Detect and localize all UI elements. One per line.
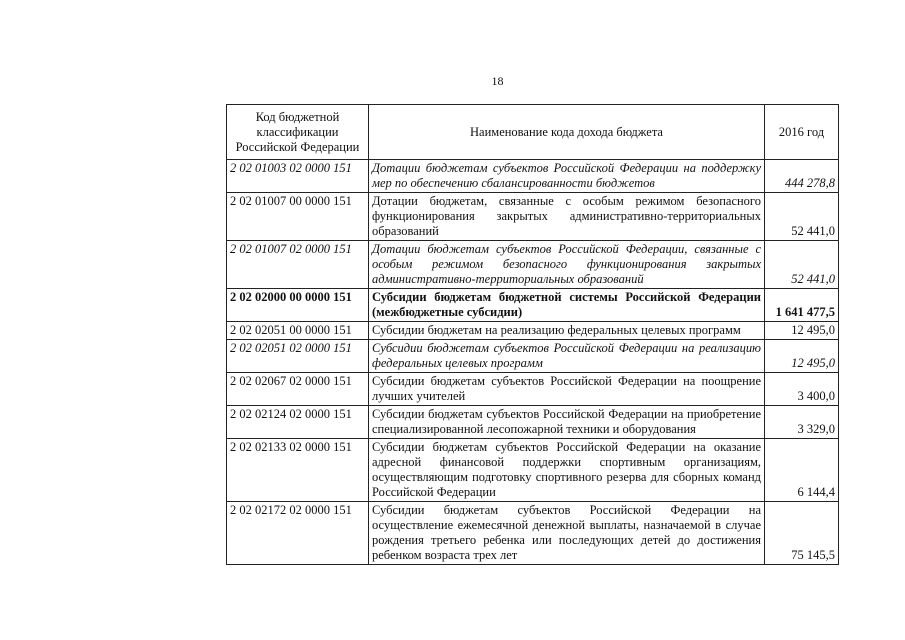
code-cell: 2 02 02067 02 0000 151 [227, 373, 369, 406]
name-cell: Субсидии бюджетам на реализацию федеральных целевых программ [369, 322, 765, 340]
name-cell: Субсидии бюджетам субъектов Российской Федерации на осуществление ежемесячной денежной выплаты, назначаемой в случае рождения третьего ребенка или последующих детей до достижения ребенком возраста трех лет [369, 502, 765, 565]
name-cell: Субсидии бюджетам субъектов Российской Федерации на реализацию федеральных целевых программ [369, 340, 765, 373]
code-cell: 2 02 02124 02 0000 151 [227, 406, 369, 439]
header-code: Код бюджетной классификации Российской Федерации [227, 105, 369, 160]
budget-table [226, 104, 839, 565]
header-name: Наименование кода дохода бюджета [369, 105, 765, 160]
name-cell: Субсидии бюджетам бюджетной системы Российской Федерации (межбюджетные субсидии) [369, 289, 765, 322]
code-cell: 2 02 01007 00 0000 151 [227, 193, 369, 241]
name-cell: Дотации бюджетам субъектов Российской Федерации, связанные с особым режимом безопасного функционирования закрытых административно-территориальных образований [369, 241, 765, 289]
table-row [227, 439, 839, 502]
table-row [227, 340, 839, 373]
name-cell: Дотации бюджетам субъектов Российской Федерации на поддержку мер по обеспечению сбалансированности бюджетов [369, 160, 765, 193]
table-row [227, 322, 839, 340]
code-cell: 2 02 01007 02 0000 151 [227, 241, 369, 289]
value-cell: 3 329,0 [765, 406, 839, 439]
table-row [227, 373, 839, 406]
table-row [227, 241, 839, 289]
value-cell: 3 400,0 [765, 373, 839, 406]
code-cell: 2 02 02051 02 0000 151 [227, 340, 369, 373]
header-year: 2016 год [765, 105, 839, 160]
value-cell: 52 441,0 [765, 193, 839, 241]
code-cell: 2 02 02172 02 0000 151 [227, 502, 369, 565]
value-cell: 444 278,8 [765, 160, 839, 193]
name-cell: Субсидии бюджетам субъектов Российской Федерации на приобретение специализированной лесопожарной техники и оборудования [369, 406, 765, 439]
value-cell: 12 495,0 [765, 322, 839, 340]
name-cell: Субсидии бюджетам субъектов Российской Федерации на оказание адресной финансовой поддержки спортивным организациям, осуществляющим подготовку спортивного резерва для сборных команд Российской Федерации [369, 439, 765, 502]
code-cell: 2 02 02000 00 0000 151 [227, 289, 369, 322]
code-cell: 2 02 01003 02 0000 151 [227, 160, 369, 193]
table-header-row [227, 105, 839, 160]
value-cell: 75 145,5 [765, 502, 839, 565]
table-row [227, 502, 839, 565]
table-row [227, 406, 839, 439]
table-body [227, 160, 839, 565]
table-row [227, 193, 839, 241]
name-cell: Субсидии бюджетам субъектов Российской Федерации на поощрение лучших учителей [369, 373, 765, 406]
value-cell: 6 144,4 [765, 439, 839, 502]
page-number: 18 [491, 74, 504, 88]
value-cell: 1 641 477,5 [765, 289, 839, 322]
name-cell: Дотации бюджетам, связанные с особым режимом безопасного функционирования закрытых административно-территориальных образований [369, 193, 765, 241]
value-cell: 12 495,0 [765, 340, 839, 373]
table-row [227, 289, 839, 322]
code-cell: 2 02 02051 00 0000 151 [227, 322, 369, 340]
value-cell: 52 441,0 [765, 241, 839, 289]
code-cell: 2 02 02133 02 0000 151 [227, 439, 369, 502]
table-row [227, 160, 839, 193]
